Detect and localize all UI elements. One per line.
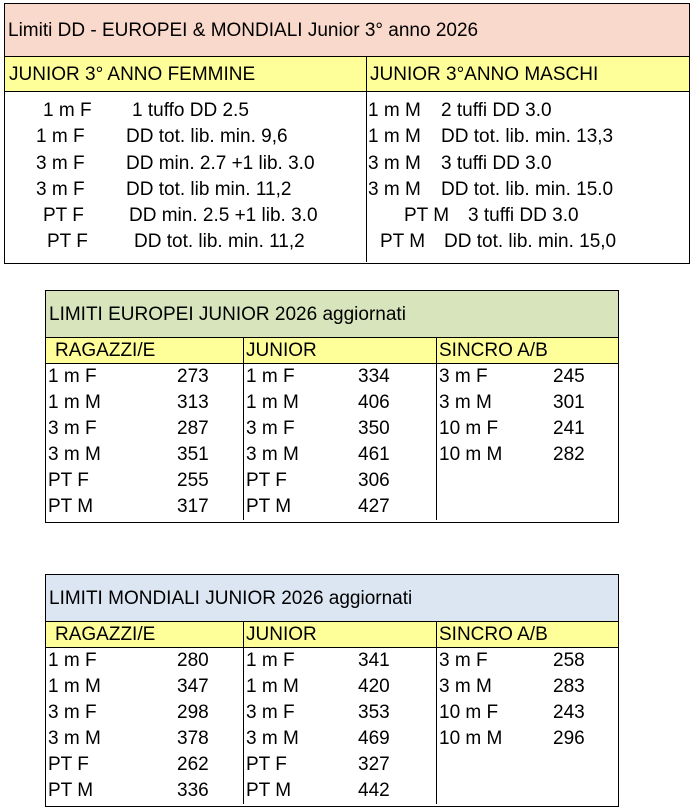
value: 327 (358, 754, 390, 775)
value: 301 (553, 392, 585, 413)
event: PT F (48, 754, 89, 775)
event: 3 m M (439, 676, 492, 697)
event: 1 m F (246, 366, 295, 387)
limit-row (46, 468, 243, 494)
limit-row (46, 700, 243, 726)
event: 1 m M (246, 392, 299, 413)
female-rule: DD tot. lib min. 11,2 (126, 178, 292, 200)
event: 10 m M (439, 444, 503, 465)
limit-row (437, 416, 618, 442)
female-rule: DD min. 2.5 +1 lib. 3.0 (129, 205, 318, 227)
male-rule: DD tot. lib. min. 15.0 (441, 178, 614, 200)
world-limits-table (45, 574, 619, 807)
male-header: JUNIOR 3°ANNO MASCHI (370, 64, 599, 85)
value: 427 (358, 496, 390, 517)
event: 1 m M (246, 676, 299, 697)
limit-row (437, 700, 618, 726)
female-row (5, 126, 366, 152)
group-sincro (437, 338, 618, 520)
european-limits-table (45, 290, 619, 523)
limit-row (244, 726, 436, 752)
female-row (5, 100, 366, 126)
group-header: SINCRO A/B (437, 622, 618, 648)
group-sincro (437, 622, 618, 804)
female-header: JUNIOR 3° ANNO FEMMINE (5, 57, 367, 91)
value: 283 (553, 676, 585, 697)
limit-row (244, 494, 436, 520)
event: 3 m F (439, 366, 488, 387)
value: 351 (177, 444, 209, 465)
event: 1 m F (48, 366, 97, 387)
male-rule: DD tot. lib. min. 13,3 (441, 126, 614, 148)
female-rule: DD min. 2.7 +1 lib. 3.0 (126, 152, 315, 174)
female-rule: DD tot. lib. min. 11,2 (134, 231, 305, 253)
female-event: 3 m F (36, 178, 85, 200)
top-table-title: Limiti DD - EUROPEI & MONDIALI Junior 3° anno 2026 (5, 4, 689, 57)
male-column (367, 92, 689, 262)
female-rule: DD tot. lib. min. 9,6 (126, 126, 288, 148)
male-rule: 2 tuffi DD 3.0 (441, 100, 552, 121)
limit-row (244, 364, 436, 390)
limit-row (46, 442, 243, 468)
event: PT M (246, 780, 292, 801)
event: 3 m M (48, 444, 101, 465)
female-event: 1 m F (43, 100, 92, 121)
male-row (367, 100, 689, 126)
male-row (367, 153, 689, 179)
limit-row (244, 778, 436, 804)
event: 1 m M (48, 392, 101, 413)
limit-row (437, 726, 618, 752)
limit-row (244, 700, 436, 726)
value: 280 (177, 650, 209, 671)
group-header: SINCRO A/B (437, 338, 618, 364)
value: 341 (358, 650, 390, 671)
female-row (5, 205, 366, 231)
value: 241 (553, 418, 585, 439)
value: 262 (177, 754, 209, 775)
limit-row (437, 390, 618, 416)
limit-row (46, 416, 243, 442)
female-rule: 1 tuffo DD 2.5 (132, 100, 249, 121)
male-rule: 3 tuffi DD 3.0 (468, 205, 579, 227)
event: 3 m F (246, 418, 295, 439)
limit-row (244, 674, 436, 700)
limit-row (244, 442, 436, 468)
value: 306 (358, 470, 390, 491)
limit-row (46, 778, 243, 804)
limit-row (437, 674, 618, 700)
value: 258 (553, 650, 585, 671)
event: 3 m M (48, 728, 101, 749)
male-event: PT M (404, 205, 450, 227)
event: PT F (246, 754, 287, 775)
female-row (5, 153, 366, 179)
event: 1 m M (48, 676, 101, 697)
event: PT M (246, 496, 292, 517)
junior-3rd-year-dd-limits-table (4, 3, 690, 264)
value: 243 (553, 702, 585, 723)
event: 3 m F (48, 702, 97, 723)
value: 336 (177, 780, 209, 801)
female-row (5, 231, 366, 257)
female-row (5, 179, 366, 205)
value: 406 (358, 392, 390, 413)
male-rule: DD tot. lib. min. 15,0 (444, 231, 617, 253)
event: 1 m F (246, 650, 295, 671)
limit-row (46, 648, 243, 674)
event: PT M (48, 496, 94, 517)
male-event: PT M (380, 231, 426, 253)
value: 287 (177, 418, 209, 439)
group-junior (244, 622, 437, 804)
value: 442 (358, 780, 390, 801)
value: 347 (177, 676, 209, 697)
group-header: JUNIOR (244, 622, 436, 648)
female-event: PT F (43, 205, 84, 227)
event: 10 m M (439, 728, 503, 749)
value: 255 (177, 470, 209, 491)
group-ragazzi (46, 338, 244, 520)
value: 296 (553, 728, 585, 749)
limit-row (437, 364, 618, 390)
value: 461 (358, 444, 390, 465)
group-header: RAGAZZI/E (46, 338, 243, 364)
female-event: 1 m F (36, 126, 85, 148)
value: 334 (358, 366, 390, 387)
event: 3 m M (246, 444, 299, 465)
male-row (367, 205, 689, 231)
limit-row (46, 494, 243, 520)
male-event: 3 m M (368, 152, 421, 174)
value: 245 (553, 366, 585, 387)
event: 10 m F (439, 702, 499, 723)
european-limits-title: LIMITI EUROPEI JUNIOR 2026 aggiornati (46, 291, 618, 338)
male-row (367, 231, 689, 257)
event: 3 m M (246, 728, 299, 749)
female-column (5, 92, 367, 262)
world-limits-title: LIMITI MONDIALI JUNIOR 2026 aggiornati (46, 575, 618, 622)
male-row (367, 126, 689, 152)
male-event: 3 m M (368, 178, 421, 200)
group-header: RAGAZZI/E (46, 622, 243, 648)
limit-row (46, 390, 243, 416)
event: 3 m F (48, 418, 97, 439)
group-header: JUNIOR (244, 338, 436, 364)
top-table-headers (5, 57, 689, 92)
value: 469 (358, 728, 390, 749)
value: 313 (177, 392, 209, 413)
event: 3 m F (246, 702, 295, 723)
male-event: 1 m M (368, 100, 421, 121)
limit-row (46, 752, 243, 778)
value: 298 (177, 702, 209, 723)
value: 350 (358, 418, 390, 439)
group-ragazzi (46, 622, 244, 804)
value: 282 (553, 444, 585, 465)
event: PT F (48, 470, 89, 491)
male-row (367, 179, 689, 205)
value: 353 (358, 702, 390, 723)
event: 10 m F (439, 418, 499, 439)
value: 273 (177, 366, 209, 387)
limit-row (437, 442, 618, 468)
event: 3 m M (439, 392, 492, 413)
male-rule: 3 tuffi DD 3.0 (441, 152, 552, 174)
value: 420 (358, 676, 390, 697)
limit-row (244, 416, 436, 442)
limit-row (244, 390, 436, 416)
event: 1 m F (48, 650, 97, 671)
limit-row (46, 674, 243, 700)
female-event: PT F (47, 231, 88, 253)
limit-row (437, 648, 618, 674)
limit-row (244, 752, 436, 778)
value: 317 (177, 496, 209, 517)
limit-row (244, 468, 436, 494)
limit-row (46, 364, 243, 390)
limit-row (46, 726, 243, 752)
group-junior (244, 338, 437, 520)
value: 378 (177, 728, 209, 749)
limit-row (244, 648, 436, 674)
male-event: 1 m M (368, 126, 421, 148)
event: PT M (48, 780, 94, 801)
female-event: 3 m F (36, 152, 85, 174)
event: PT F (246, 470, 287, 491)
event: 3 m F (439, 650, 488, 671)
